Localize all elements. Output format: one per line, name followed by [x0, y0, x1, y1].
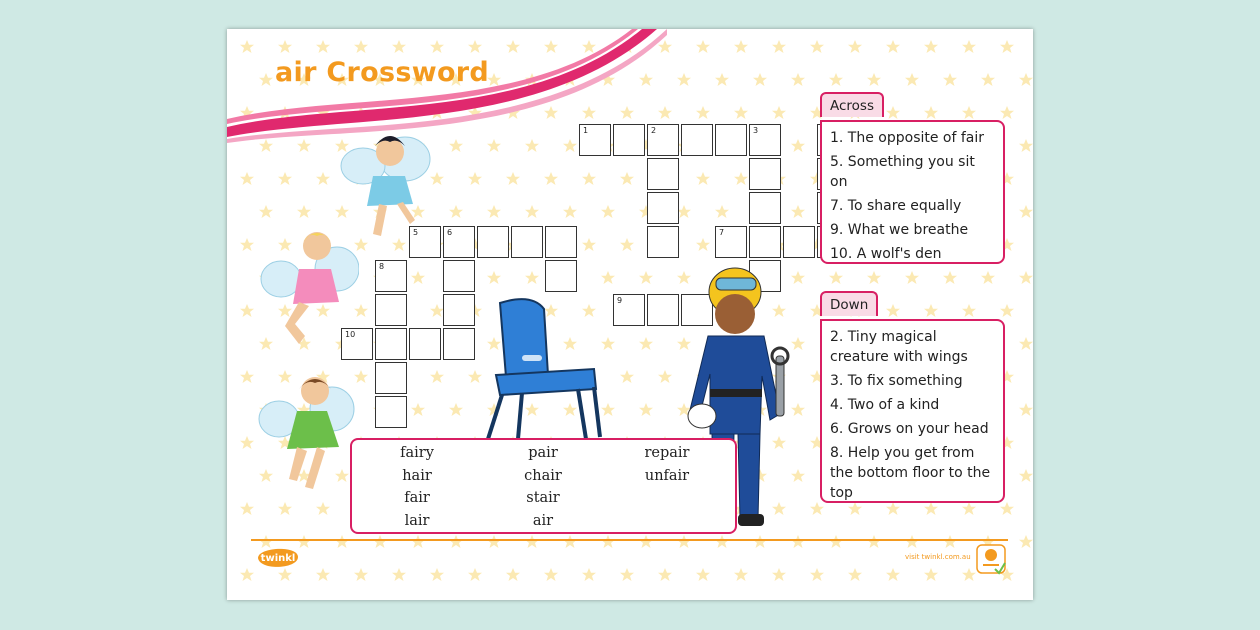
- star-icon: [810, 568, 824, 581]
- star-icon: [848, 502, 862, 515]
- star-icon: [620, 172, 634, 185]
- star-icon: [240, 370, 254, 383]
- star-icon: [468, 370, 482, 383]
- crossword-cell[interactable]: [545, 226, 577, 258]
- star-icon: [810, 502, 824, 515]
- star-icon: [240, 568, 254, 581]
- star-icon: [411, 271, 425, 284]
- star-icon: [658, 370, 672, 383]
- star-icon: [677, 73, 691, 86]
- word-bank-word: chair: [524, 468, 562, 484]
- across-label: Across: [820, 92, 884, 117]
- star-icon: [924, 502, 938, 515]
- down-label: Down: [820, 291, 878, 316]
- star-icon: [278, 502, 292, 515]
- star-icon: [525, 535, 539, 548]
- star-icon: [601, 535, 615, 548]
- star-icon: [544, 568, 558, 581]
- star-icon: [810, 40, 824, 53]
- star-icon: [886, 304, 900, 317]
- star-icon: [791, 535, 805, 548]
- star-icon: [620, 370, 634, 383]
- star-icon: [240, 436, 254, 449]
- star-icon: [848, 40, 862, 53]
- star-icon: [373, 535, 387, 548]
- star-icon: [487, 205, 501, 218]
- star-icon: [468, 568, 482, 581]
- star-icon: [544, 172, 558, 185]
- star-icon: [962, 568, 976, 581]
- star-icon: [601, 271, 615, 284]
- star-icon: [829, 271, 843, 284]
- across-clue: 10. A wolf's den: [830, 246, 942, 262]
- crossword-cell[interactable]: [647, 226, 679, 258]
- crossword-cell[interactable]: [647, 124, 679, 156]
- star-icon: [487, 535, 501, 548]
- crossword-cell[interactable]: [409, 328, 441, 360]
- star-icon: [658, 568, 672, 581]
- star-icon: [791, 73, 805, 86]
- crossword-cell[interactable]: [477, 226, 509, 258]
- crossword-cell[interactable]: [715, 226, 747, 258]
- crossword-cell[interactable]: [749, 192, 781, 224]
- star-icon: [639, 403, 653, 416]
- star-icon: [430, 568, 444, 581]
- star-icon: [753, 73, 767, 86]
- word-bank-word: repair: [644, 445, 690, 461]
- star-icon: [525, 205, 539, 218]
- across-clue: 5. Something you sit on: [830, 154, 975, 190]
- star-icon: [734, 172, 748, 185]
- star-icon: [886, 502, 900, 515]
- crossword-cell[interactable]: [375, 396, 407, 428]
- star-icon: [335, 535, 349, 548]
- star-icon: [506, 568, 520, 581]
- word-bank-word: unfair: [644, 468, 690, 484]
- fairy-illustration-pink: [259, 224, 359, 354]
- star-icon: [924, 40, 938, 53]
- down-clue-box: [820, 319, 1005, 503]
- star-icon: [449, 205, 463, 218]
- across-clue: 9. What we breathe: [830, 222, 969, 238]
- star-icon: [962, 502, 976, 515]
- star-icon: [582, 172, 596, 185]
- star-icon: [240, 304, 254, 317]
- star-icon: [772, 106, 786, 119]
- star-icon: [867, 271, 881, 284]
- star-icon: [791, 139, 805, 152]
- star-icon: [1000, 502, 1014, 515]
- crossword-cell[interactable]: [647, 158, 679, 190]
- star-icon: [582, 568, 596, 581]
- crossword-clue-number: 6: [447, 228, 453, 237]
- star-icon: [316, 172, 330, 185]
- star-icon: [1019, 535, 1033, 548]
- star-icon: [1019, 73, 1033, 86]
- crossword-clue-number: 9: [617, 296, 623, 305]
- star-icon: [924, 106, 938, 119]
- star-icon: [316, 502, 330, 515]
- star-icon: [278, 172, 292, 185]
- star-icon: [639, 535, 653, 548]
- star-icon: [1019, 271, 1033, 284]
- down-clue: 2. Tiny magical creature with wings: [830, 329, 968, 365]
- star-icon: [696, 238, 710, 251]
- star-icon: [905, 535, 919, 548]
- crossword-cell[interactable]: [749, 226, 781, 258]
- star-icon: [411, 535, 425, 548]
- star-icon: [886, 106, 900, 119]
- crossword-clue-number: 8: [379, 262, 385, 271]
- star-icon: [1000, 304, 1014, 317]
- star-icon: [639, 337, 653, 350]
- star-icon: [905, 271, 919, 284]
- crossword-cell[interactable]: [375, 362, 407, 394]
- word-bank-word: fair: [404, 490, 430, 506]
- across-clue: 7. To share equally: [830, 198, 962, 214]
- star-icon: [316, 568, 330, 581]
- star-icon: [1000, 106, 1014, 119]
- crossword-cell[interactable]: [749, 158, 781, 190]
- crossword-cell[interactable]: [443, 226, 475, 258]
- crossword-cell[interactable]: [647, 294, 679, 326]
- twinkl-logo[interactable]: [254, 543, 302, 573]
- star-icon: [240, 238, 254, 251]
- crossword-cell[interactable]: [715, 124, 747, 156]
- word-bank-word: lair: [404, 513, 430, 529]
- star-icon: [1019, 469, 1033, 482]
- crossword-cell[interactable]: [749, 124, 781, 156]
- star-icon: [259, 205, 273, 218]
- crossword-clue-number: 3: [753, 126, 759, 135]
- star-icon: [620, 568, 634, 581]
- star-icon: [715, 73, 729, 86]
- twinkl-logo-text: twinkl: [260, 553, 296, 564]
- blue-chair-illustration: [482, 297, 607, 442]
- star-icon: [506, 172, 520, 185]
- across-clue: 1. The opposite of fair: [830, 130, 985, 146]
- star-icon: [848, 568, 862, 581]
- star-icon: [1019, 337, 1033, 350]
- down-clue: 3. To fix something: [830, 373, 963, 389]
- star-icon: [962, 40, 976, 53]
- star-icon: [867, 73, 881, 86]
- page-title: air Crossword: [275, 57, 490, 88]
- star-icon: [639, 271, 653, 284]
- star-icon: [962, 106, 976, 119]
- star-icon: [430, 304, 444, 317]
- star-icon: [677, 205, 691, 218]
- star-icon: [715, 205, 729, 218]
- star-icon: [753, 535, 767, 548]
- crossword-cell[interactable]: [647, 192, 679, 224]
- crossword-clue-number: 1: [583, 126, 589, 135]
- star-icon: [829, 73, 843, 86]
- star-icon: [297, 205, 311, 218]
- star-icon: [487, 271, 501, 284]
- star-icon: [943, 73, 957, 86]
- crossword-cell[interactable]: [443, 260, 475, 292]
- star-icon: [734, 40, 748, 53]
- crossword-clue-number: 10: [345, 330, 356, 339]
- down-clue: 8. Help you get from the bottom floor to the top: [830, 445, 991, 501]
- crossword-cell[interactable]: [375, 294, 407, 326]
- star-icon: [734, 568, 748, 581]
- star-icon: [582, 238, 596, 251]
- star-icon: [772, 568, 786, 581]
- star-icon: [449, 535, 463, 548]
- worksheet: [227, 29, 1033, 600]
- star-icon: [734, 106, 748, 119]
- star-icon: [1019, 139, 1033, 152]
- star-icon: [240, 172, 254, 185]
- star-icon: [696, 106, 710, 119]
- word-bank-word: pair: [528, 445, 558, 461]
- star-icon: [696, 568, 710, 581]
- down-clue: 6. Grows on your head: [830, 421, 989, 437]
- star-icon: [905, 73, 919, 86]
- star-icon: [962, 304, 976, 317]
- crossword-cell[interactable]: [375, 328, 407, 360]
- word-bank-word: air: [532, 513, 554, 529]
- crossword-cell[interactable]: [443, 294, 475, 326]
- star-icon: [924, 304, 938, 317]
- star-icon: [430, 370, 444, 383]
- star-icon: [886, 568, 900, 581]
- star-icon: [715, 535, 729, 548]
- star-icon: [601, 205, 615, 218]
- crossword-cell[interactable]: [443, 328, 475, 360]
- across-clue-box: [820, 120, 1005, 264]
- crossword-cell[interactable]: [613, 294, 645, 326]
- star-icon: [981, 73, 995, 86]
- footer-divider: [251, 539, 1008, 541]
- star-icon: [1019, 403, 1033, 416]
- star-icon: [924, 568, 938, 581]
- word-bank-word: stair: [526, 490, 560, 506]
- crossword-cell[interactable]: [579, 124, 611, 156]
- star-icon: [867, 535, 881, 548]
- footer-url[interactable]: visit twinkl.com.au: [905, 553, 971, 561]
- crossword-cell[interactable]: [375, 260, 407, 292]
- crossword-cell[interactable]: [681, 124, 713, 156]
- word-bank: [350, 438, 737, 534]
- star-icon: [411, 403, 425, 416]
- crossword-clue-number: 2: [651, 126, 657, 135]
- word-bank-word: fairy: [400, 445, 434, 461]
- star-icon: [449, 403, 463, 416]
- crossword-cell[interactable]: [511, 226, 543, 258]
- quality-badge-icon: [975, 543, 1007, 575]
- star-icon: [886, 40, 900, 53]
- star-icon: [354, 568, 368, 581]
- star-icon: [696, 40, 710, 53]
- star-icon: [943, 271, 957, 284]
- crossword-cell[interactable]: [783, 226, 815, 258]
- star-icon: [620, 238, 634, 251]
- crossword-clue-number: 7: [719, 228, 725, 237]
- star-icon: [829, 535, 843, 548]
- word-bank-word: hair: [402, 468, 432, 484]
- crossword-cell[interactable]: [613, 124, 645, 156]
- down-clue: 4. Two of a kind: [830, 397, 940, 413]
- star-icon: [563, 535, 577, 548]
- star-icon: [468, 172, 482, 185]
- star-icon: [943, 535, 957, 548]
- star-icon: [677, 535, 691, 548]
- star-icon: [981, 271, 995, 284]
- star-icon: [772, 40, 786, 53]
- crossword-clue-number: 5: [413, 228, 419, 237]
- fairy-illustration-green: [257, 369, 357, 499]
- crossword-cell[interactable]: [545, 260, 577, 292]
- star-icon: [1019, 205, 1033, 218]
- star-icon: [1000, 40, 1014, 53]
- star-icon: [696, 172, 710, 185]
- star-icon: [791, 205, 805, 218]
- star-icon: [563, 205, 577, 218]
- star-icon: [240, 502, 254, 515]
- star-icon: [525, 271, 539, 284]
- star-icon: [392, 568, 406, 581]
